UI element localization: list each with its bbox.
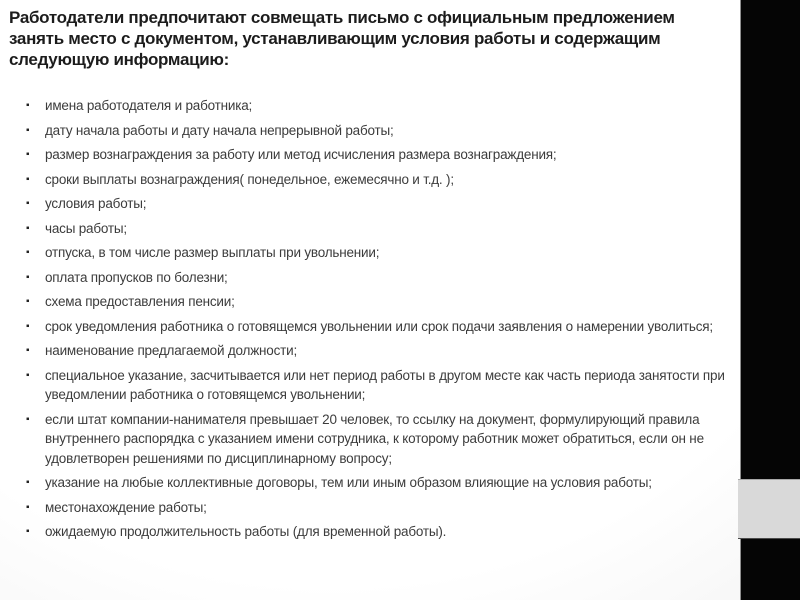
scrollbar-thumb[interactable] bbox=[738, 479, 800, 539]
list-item-text: размер вознаграждения за работу или метод исчисления размера вознаграждения; bbox=[45, 147, 557, 162]
list-item bbox=[25, 341, 737, 361]
list-item bbox=[25, 145, 737, 165]
list-item-text: дату начала работы и дату начала непрерывной работы; bbox=[45, 122, 394, 138]
list-item-text: условия работы; bbox=[45, 196, 147, 211]
bullet-list bbox=[25, 96, 737, 547]
slide-title: Работодатели предпочитают совмещать письмо с официальным предложением занять место с документом, устанавливающим условия работы и содержащим следующую информацию: bbox=[9, 8, 675, 69]
list-item bbox=[25, 170, 737, 190]
list-item-text: часы работы; bbox=[45, 220, 127, 236]
list-item bbox=[25, 292, 737, 312]
list-item-text: ожидаемую продолжительность работы (для временной работы). bbox=[45, 524, 447, 539]
bullet-square-icon: ▪ bbox=[26, 296, 30, 307]
list-item bbox=[25, 522, 737, 542]
list-item-text: местонахождение работы; bbox=[45, 499, 207, 515]
list-item-text: указание на любые коллективные договоры, тем или иным образом влияющие на условия работы; bbox=[45, 475, 652, 490]
bullet-square-icon: ▪ bbox=[26, 320, 30, 332]
list-item bbox=[25, 473, 737, 493]
list-item-text: схема предоставления пенсии; bbox=[45, 294, 235, 309]
list-item-text: имена работодателя и работника; bbox=[45, 98, 253, 113]
list-item-text: отпуска, в том числе размер выплаты при увольнении; bbox=[45, 245, 380, 260]
list-item bbox=[25, 194, 737, 214]
bullet-square-icon: ▪ bbox=[26, 100, 30, 111]
list-item-text: наименование предлагаемой должности; bbox=[45, 343, 298, 358]
list-item bbox=[25, 317, 737, 337]
bullet-square-icon: ▪ bbox=[26, 501, 30, 513]
list-item bbox=[25, 219, 737, 239]
list-item bbox=[25, 366, 737, 405]
bullet-square-icon: ▪ bbox=[26, 477, 30, 488]
bullet-square-icon: ▪ bbox=[26, 526, 30, 537]
bullet-square-icon: ▪ bbox=[26, 247, 30, 258]
bullet-square-icon: ▪ bbox=[26, 198, 30, 209]
bullet-square-icon: ▪ bbox=[26, 173, 30, 185]
list-item-text: если штат компании-нанимателя превышает 20 человек, то ссылку на документ, формулирующий правила внутреннего распорядка с указанием имени сотрудника, к которому работник может обратиться, если он не удовлетворен решениями по дисциплинарному вопросу; bbox=[45, 411, 704, 466]
bullet-square-icon: ▪ bbox=[26, 222, 30, 234]
bullet-square-icon: ▪ bbox=[26, 413, 30, 425]
list-item bbox=[25, 96, 737, 116]
list-item bbox=[25, 498, 737, 518]
bullet-square-icon: ▪ bbox=[26, 124, 30, 136]
list-item bbox=[25, 410, 737, 469]
list-item bbox=[25, 268, 737, 288]
list-item-text: оплата пропусков по болезни; bbox=[45, 269, 228, 285]
list-item-text: срок уведомления работника о готовящемся увольнении или срок подачи заявления о намерении уволиться; bbox=[45, 318, 713, 334]
bullet-square-icon: ▪ bbox=[26, 369, 30, 381]
bullet-square-icon: ▪ bbox=[26, 149, 30, 160]
bullet-square-icon: ▪ bbox=[26, 271, 30, 283]
list-item bbox=[25, 243, 737, 263]
list-item-text: специальное указание, засчитывается или нет период работы в другом месте как часть периода занятости при уведомлении работника о готовящемся увольнении; bbox=[45, 367, 725, 402]
list-item bbox=[25, 121, 737, 141]
bullet-square-icon: ▪ bbox=[26, 345, 30, 356]
list-item-text: сроки выплаты вознаграждения( понедельное, ежемесячно и т.д. ); bbox=[45, 171, 454, 187]
